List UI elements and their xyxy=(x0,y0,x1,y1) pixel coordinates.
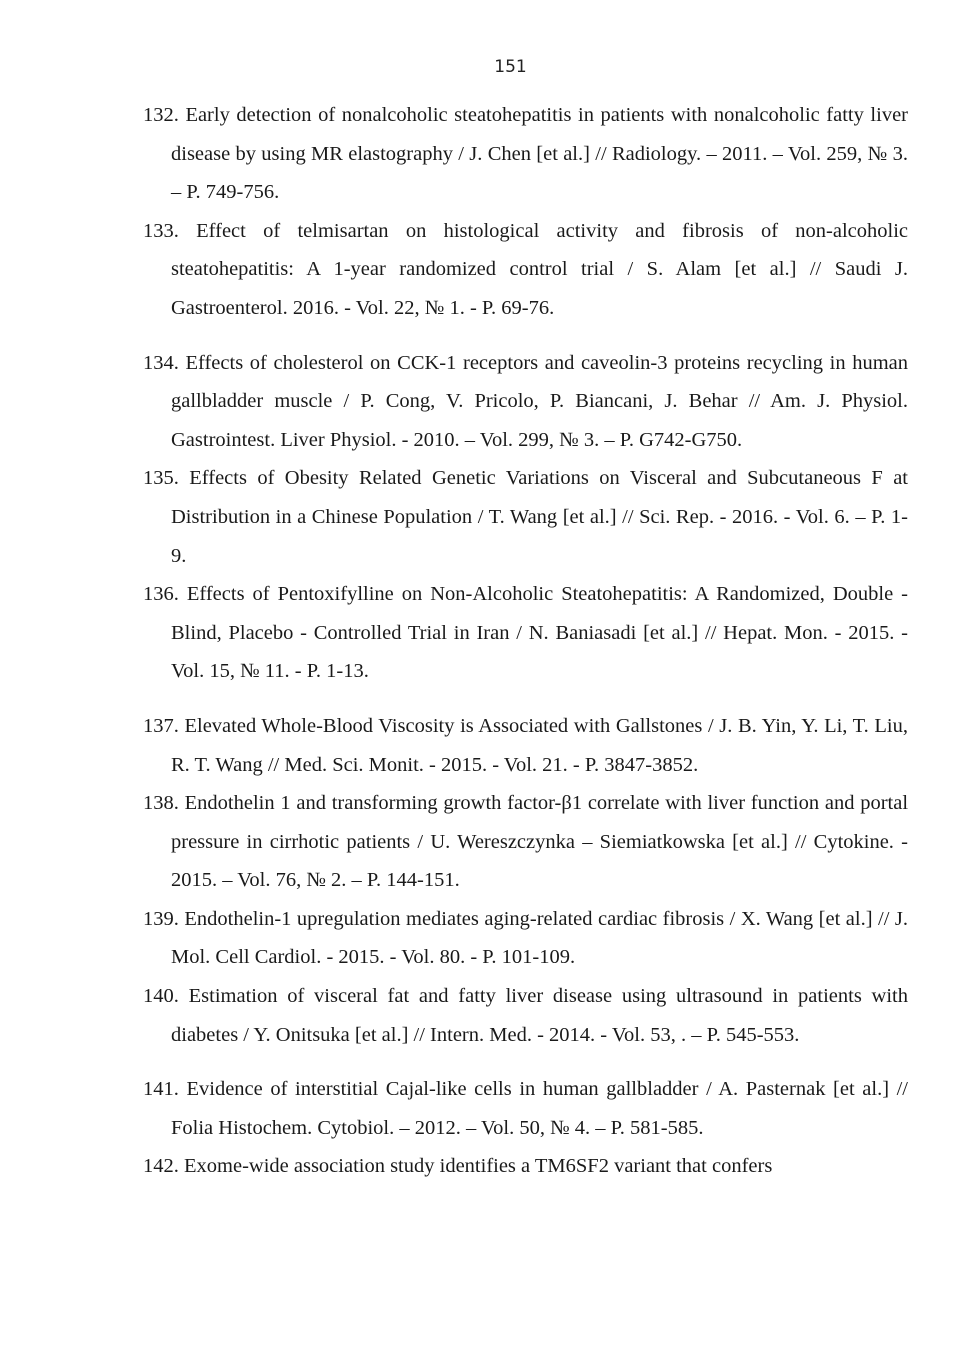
reference-number: 135. xyxy=(143,467,179,490)
reference-text: Effects of Pentoxifylline on Non-Alcoholic Steatohepatitis: A Randomized, Double - Blind, Placebo - Controlled Trial in Iran / N. Baniasadi [et al.] // Hepat. Mon. - 2015. - Vol. 15, № 11. - P. 1-13. xyxy=(171,583,908,683)
reference-item xyxy=(143,977,908,1054)
reference-text: Effects of Obesity Related Genetic Variations on Visceral and Subcutaneous F at Distribution in a Chinese Population / T. Wang [et al.] // Sci. Rep. - 2016. - Vol. 6. – P. 1-9. xyxy=(171,467,908,567)
reference-text: Elevated Whole-Blood Viscosity is Associated with Gallstones / J. B. Yin, Y. Li, T. Liu, R. T. Wang // Med. Sci. Monit. - 2015. - Vol. 21. - P. 3847-3852. xyxy=(171,714,908,776)
reference-text: Endothelin 1 and transforming growth factor-β1 correlate with liver function and portal pressure in cirrhotic patients / U. Wereszczynka – Siemiatkowska [et al.] // Cytokine. - 2015. – Vol. 76, № 2. – P. 144-151. xyxy=(171,792,909,892)
reference-item xyxy=(143,707,908,784)
reference-number: 136. xyxy=(143,583,179,606)
reference-item xyxy=(143,900,908,977)
reference-text: Endothelin-1 upregulation mediates aging-related cardiac fibrosis / X. Wang [et al.] // J. Mol. Cell Cardiol. - 2015. - Vol. 80. - P. 101-109. xyxy=(171,907,909,969)
reference-item xyxy=(143,96,908,212)
reference-item xyxy=(143,344,908,460)
reference-item xyxy=(143,459,908,575)
reference-number: 141. xyxy=(143,1078,179,1101)
reference-list xyxy=(143,96,908,1186)
reference-number: 142. xyxy=(143,1155,179,1178)
reference-text: Effects of cholesterol on CCK-1 receptors and caveolin-3 proteins recycling in human gallbladder muscle / P. Cong, V. Pricolo, P. Biancani, J. Behar // Am. J. Physiol. Gastrointest. Liver Physiol. - 2010. – Vol. 299, № 3. – P. G742-G750. xyxy=(171,351,908,451)
reference-text: Exome-wide association study identifies a TM6SF2 variant that confers xyxy=(184,1155,773,1178)
reference-number: 133. xyxy=(143,219,179,242)
reference-text: Estimation of visceral fat and fatty liver disease using ultrasound in patients with diabetes / Y. Onitsuka [et al.] // Intern. Med. - 2014. - Vol. 53, . – P. 545-553. xyxy=(171,985,909,1046)
reference-number: 134. xyxy=(143,351,179,374)
reference-number: 139. xyxy=(143,907,179,930)
reference-text: Effect of telmisartan on histological activity and fibrosis of non-alcoholic steatohepatitis: A 1-year randomized control trial / S. Alam [et al.] // Saudi J. Gastroenterol. 2016. - Vol. 22, № 1. - P. 69-76. xyxy=(171,219,909,319)
reference-item xyxy=(143,575,908,691)
reference-number: 138. xyxy=(143,792,179,815)
reference-item xyxy=(143,784,908,900)
reference-item xyxy=(143,1147,908,1186)
reference-number: 137. xyxy=(143,714,179,737)
reference-item xyxy=(143,212,908,328)
reference-number: 132. xyxy=(143,104,179,126)
reference-text: Early detection of nonalcoholic steatohepatitis in patients with nonalcoholic fatty liver disease by using MR elastography / J. Chen [et al.] // Radiology. – 2011. – Vol. 259, № 3. – P. 749-756. xyxy=(171,104,908,204)
reference-item xyxy=(143,1070,908,1147)
page-number: 151 xyxy=(494,57,527,77)
reference-text: Evidence of interstitial Cajal-like cells in human gallbladder / A. Pasternak [et al.] // Folia Histochem. Cytobiol. – 2012. – Vol. 50, № 4. – P. 581-585. xyxy=(171,1078,909,1139)
reference-number: 140. xyxy=(143,985,179,1008)
